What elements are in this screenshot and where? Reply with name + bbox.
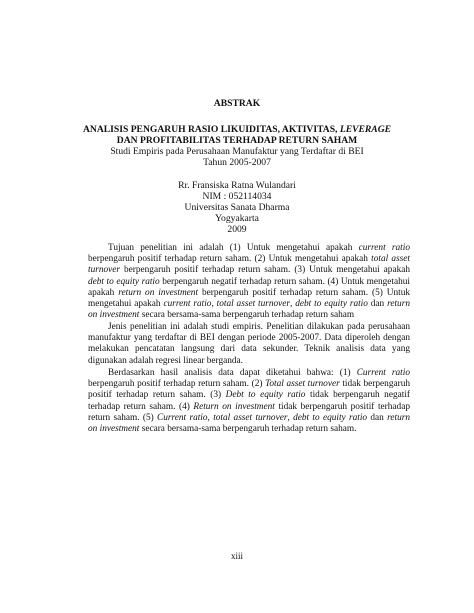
subtitle-line-2: Tahun 2005-2007	[203, 157, 271, 168]
paragraph-line: debt to equity ratio berpengaruh negatif terhadap return saham. (4) Untuk mengetahui	[88, 276, 410, 287]
paragraph-line: digunakan adalah regresi linear berganda.	[88, 355, 243, 366]
paragraph-method	[88, 322, 410, 367]
subtitle-line-1: Studi Empiris pada Perusahaan Manufaktur yang Terdaftar di BEI	[110, 146, 364, 157]
paragraph-line: positif terhadap return saham. (3) Debt to equity ratio tidak berpengaruh negatif	[88, 390, 410, 401]
paragraph-line: on investment secara bersama-sama berpengaruh terhadap return saham.	[88, 423, 357, 434]
paragraph-line: melakukan pencatatan langsung dari data sekunder. Teknik analisis data yang	[88, 344, 410, 355]
author-nim: NIM : 052114034	[202, 191, 272, 202]
paragraph-line: terhadap return saham. (4) Return on investment tidak berpengaruh positif terhadap	[88, 401, 410, 412]
page-number: xiii	[230, 551, 243, 561]
paragraph-line: turnover berpengaruh positif terhadap return saham. (3) Untuk mengetahui apakah	[88, 265, 410, 276]
paragraph-line: Jenis penelitian ini adalah studi empiris. Penelitian dilakukan pada perusahaan	[108, 322, 410, 332]
paragraph-line: berpengaruh positif terhadap return saham. (2) Untuk mengetahui apakah total asset	[88, 254, 410, 265]
paragraph-objectives	[88, 243, 410, 321]
abstract-heading: ABSTRAK	[213, 98, 261, 109]
paragraph-line: mengetahui apakah current ratio, total asset turnover, debt to equity ratio dan return	[88, 298, 410, 309]
author-university: Universitas Sanata Dharma	[184, 202, 290, 213]
paragraph-line: return saham. (5) Current ratio, total asset turnover, debt to equity ratio dan return	[88, 412, 411, 423]
author-name: Rr. Fransiska Ratna Wulandari	[178, 180, 296, 191]
paragraph-line: on investment secara bersama-sama berpengaruh terhadap return saham	[88, 310, 355, 321]
paragraph-line: manufaktur yang terdaftar di BEI dengan periode 2005-2007. Data diperoleh dengan	[88, 333, 410, 344]
author-year: 2009	[227, 224, 247, 235]
title-line-1: ANALISIS PENGARUH RASIO LIKUIDITAS, AKTIVITAS, LEVERAGE	[82, 124, 392, 135]
paragraph-line: berpengaruh positif terhadap return saham. (2) Total asset turnover tidak berpengaruh	[88, 379, 410, 390]
paragraph-line: Tujuan penelitian ini adalah (1) Untuk mengetahui apakah current ratio	[108, 243, 410, 253]
paragraph-line: apakah return on investment berpengaruh positif terhadap return saham. (5) Untuk	[88, 287, 410, 298]
author-city: Yogyakarta	[215, 213, 259, 224]
title-line-2: DAN PROFITABILITAS TERHADAP RETURN SAHAM	[116, 135, 358, 146]
paragraph-results	[88, 368, 410, 435]
paragraph-line: Berdasarkan hasil analisis data dapat diketahui bahwa: (1) Current ratio	[108, 368, 410, 378]
